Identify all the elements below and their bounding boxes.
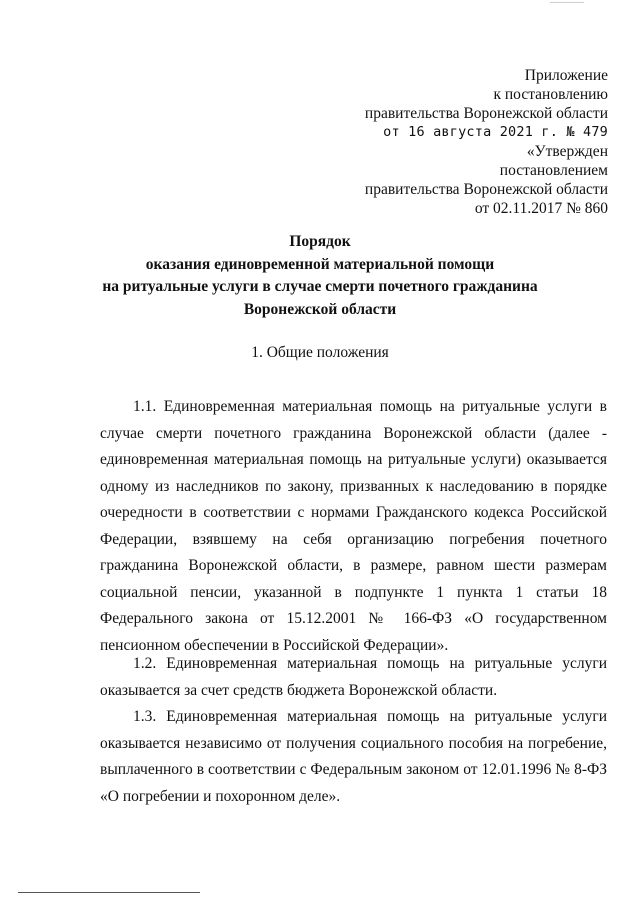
header-line-resolution-date: от 16 августа 2021 г. № 479 — [383, 124, 608, 140]
header-line-government: правительства Воронежской области — [364, 105, 608, 122]
appendix-header — [365, 66, 608, 218]
header-line-original-date: от 02.11.2017 № 860 — [474, 200, 608, 217]
title-line-2: оказания единовременной материальной помощи — [145, 255, 495, 273]
title-line-3: на ритуальные услуги в случае смерти почетного гражданина — [102, 278, 538, 295]
footnote-divider — [18, 892, 200, 893]
paragraph-1-1-container — [100, 394, 607, 659]
paragraph-1-2: 1.2. Единовременная материальная помощь на ритуальные услуги оказывается за счет средств бюджета Воронежской области. — [100, 655, 607, 699]
paragraph-1-1: 1.1. Единовременная материальная помощь на ритуальные услуги в случае смерти почетного гражданина Воронежской области (далее - единовременная материальная помощь на ритуальные услуги) оказывается одному из наследников по закону, призванных к наследованию в порядке очередности в соответствии с нормами Гражданского кодекса Российской Федерации, взявшему на себя организацию погребения почетного гражданина Воронежской области, в размере, равном шести размерам социальной пенсии, указанной в подпункте 1 пункта 1 статьи 18 Федерального закона от 15.12.2001 № 166-ФЗ «О государственном пенсионном обеспечении в Российской Федерации». — [100, 398, 607, 654]
paragraph-1-3-container — [100, 704, 607, 810]
header-line-by-resolution: постановлением — [499, 162, 608, 179]
paragraph-1-3: 1.3. Единовременная материальная помощь на ритуальные услуги оказывается независимо от получения социального пособия на погребение, выплаченного в соответствии с Федеральным законом от 12.01.1996 № 8-ФЗ «О погребении и похоронном деле». — [100, 708, 607, 805]
paragraph-1-2-container — [100, 651, 607, 704]
header-line-to-resolution: к постановлению — [493, 86, 608, 103]
title-line-1: Порядок — [289, 233, 351, 250]
section-heading: 1. Общие положения — [251, 344, 389, 361]
header-line-appendix: Приложение — [524, 67, 608, 84]
header-line-government-2: правительства Воронежской области — [364, 181, 608, 198]
scan-artifact-mark — [550, 2, 584, 3]
document-title — [0, 231, 640, 321]
header-line-approved: «Утвержден — [526, 143, 608, 160]
title-line-4: Воронежской области — [243, 300, 397, 318]
